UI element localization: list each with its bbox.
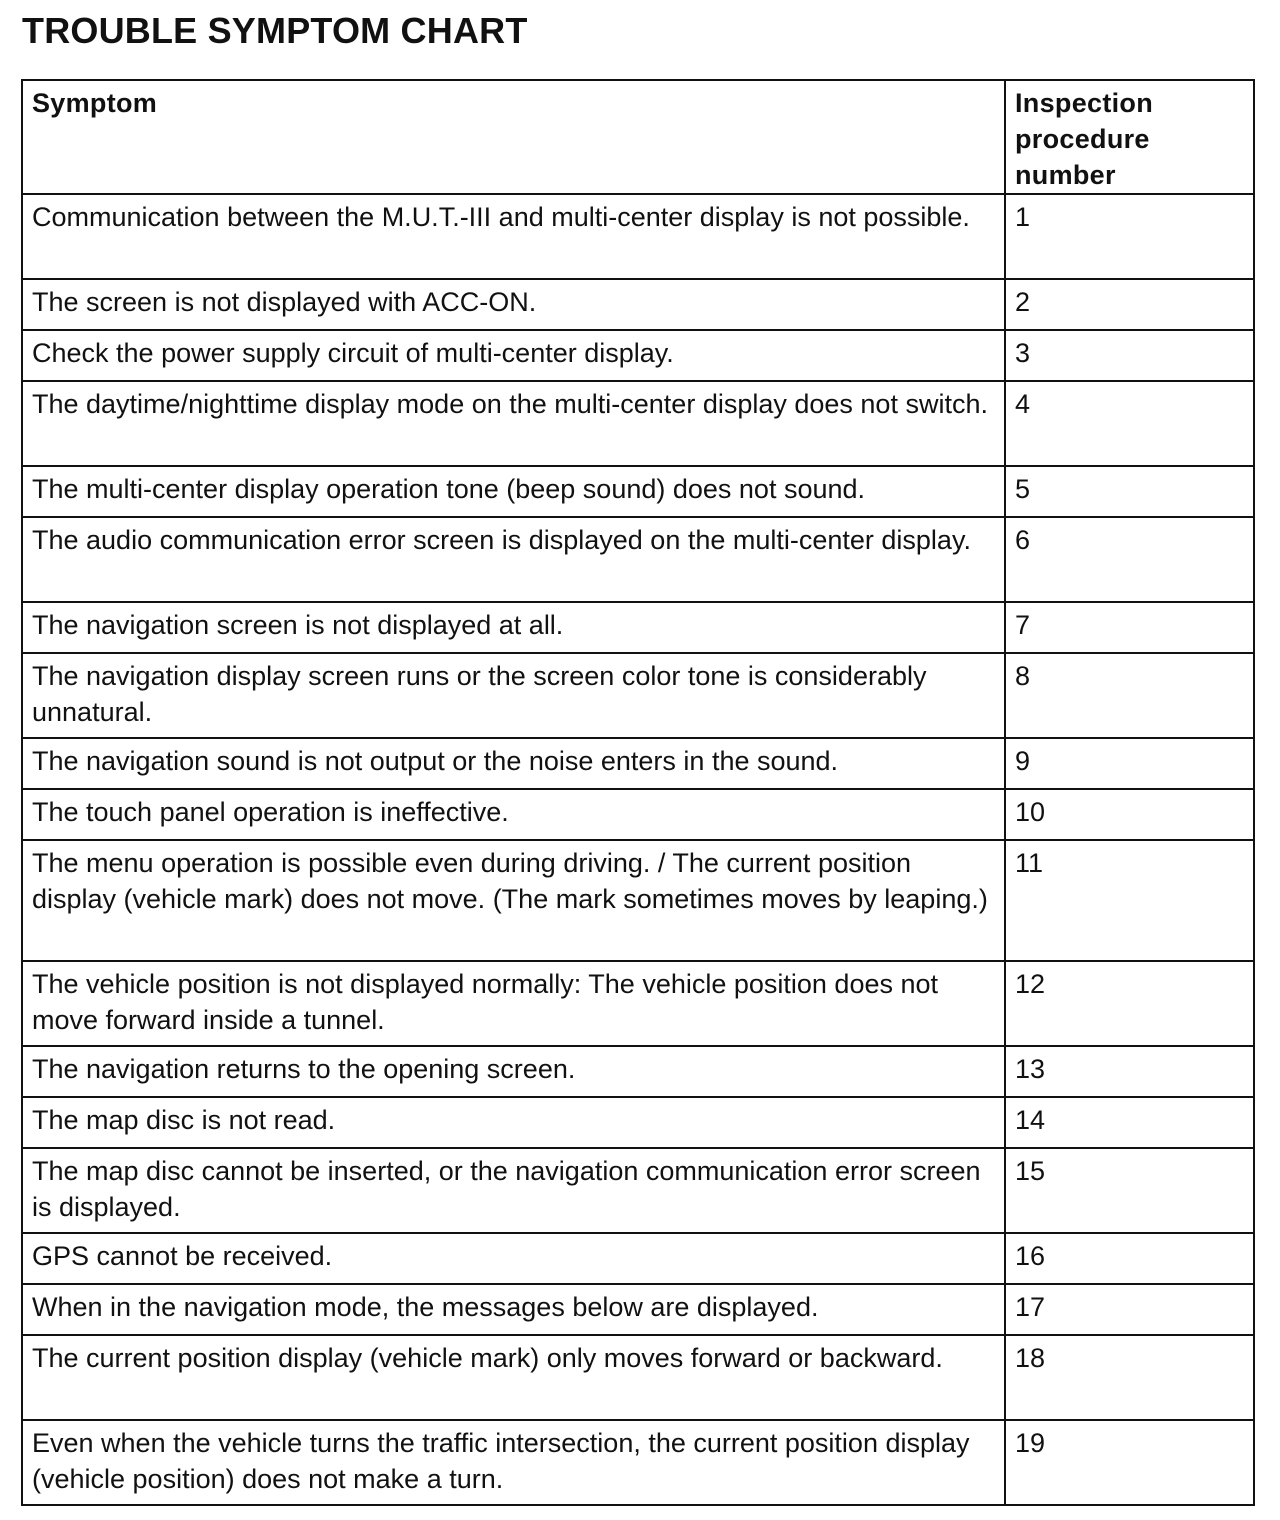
symptom-cell: The navigation display screen runs or the screen color tone is considerably unnatural.: [22, 653, 1005, 738]
table-header-row: [22, 80, 1254, 194]
procedure-number-cell: 15: [1005, 1148, 1254, 1233]
symptom-cell: The audio communication error screen is displayed on the multi-center display.: [22, 517, 1005, 602]
procedure-number-cell: 11: [1005, 840, 1254, 961]
table-row: [22, 789, 1254, 840]
procedure-number-cell: 16: [1005, 1233, 1254, 1284]
procedure-number-cell: 8: [1005, 653, 1254, 738]
symptom-cell: GPS cannot be received.: [22, 1233, 1005, 1284]
table-row: [22, 1097, 1254, 1148]
table-row: [22, 381, 1254, 466]
procedure-number-cell: 4: [1005, 381, 1254, 466]
procedure-number-cell: 18: [1005, 1335, 1254, 1420]
procedure-number-cell: 9: [1005, 738, 1254, 789]
symptom-cell: The map disc cannot be inserted, or the navigation communication error screen is displayed.: [22, 1148, 1005, 1233]
table-row: [22, 840, 1254, 961]
table-row: [22, 738, 1254, 789]
table-row: [22, 1046, 1254, 1097]
table-row: [22, 1420, 1254, 1505]
symptom-cell: The screen is not displayed with ACC-ON.: [22, 279, 1005, 330]
symptom-cell: The vehicle position is not displayed normally: The vehicle position does not move forward inside a tunnel.: [22, 961, 1005, 1046]
symptom-cell: Check the power supply circuit of multi-center display.: [22, 330, 1005, 381]
table-row: [22, 961, 1254, 1046]
procedure-number-cell: 12: [1005, 961, 1254, 1046]
procedure-number-cell: 3: [1005, 330, 1254, 381]
symptom-cell: Communication between the M.U.T.-III and multi-center display is not possible.: [22, 194, 1005, 279]
table-row: [22, 330, 1254, 381]
page-title: TROUBLE SYMPTOM CHART: [22, 10, 528, 51]
symptom-cell: The touch panel operation is ineffective.: [22, 789, 1005, 840]
symptom-cell: The navigation screen is not displayed at all.: [22, 602, 1005, 653]
header-symptom: Symptom: [22, 80, 1005, 194]
table-row: [22, 1284, 1254, 1335]
procedure-number-cell: 2: [1005, 279, 1254, 330]
trouble-symptom-table: [21, 79, 1255, 1506]
procedure-number-cell: 5: [1005, 466, 1254, 517]
procedure-number-cell: 19: [1005, 1420, 1254, 1505]
procedure-number-cell: 10: [1005, 789, 1254, 840]
procedure-number-cell: 7: [1005, 602, 1254, 653]
symptom-cell: The multi-center display operation tone (beep sound) does not sound.: [22, 466, 1005, 517]
symptom-cell: Even when the vehicle turns the traffic intersection, the current position display (vehicle position) does not make a turn.: [22, 1420, 1005, 1505]
symptom-cell: When in the navigation mode, the messages below are displayed.: [22, 1284, 1005, 1335]
procedure-number-cell: 14: [1005, 1097, 1254, 1148]
table-row: [22, 194, 1254, 279]
procedure-number-cell: 1: [1005, 194, 1254, 279]
table-row: [22, 1335, 1254, 1420]
table-row: [22, 1233, 1254, 1284]
procedure-number-cell: 6: [1005, 517, 1254, 602]
procedure-number-cell: 17: [1005, 1284, 1254, 1335]
procedure-number-cell: 13: [1005, 1046, 1254, 1097]
symptom-cell: The current position display (vehicle mark) only moves forward or backward.: [22, 1335, 1005, 1420]
table-row: [22, 517, 1254, 602]
symptom-cell: The navigation sound is not output or the noise enters in the sound.: [22, 738, 1005, 789]
symptom-cell: The daytime/nighttime display mode on the multi-center display does not switch.: [22, 381, 1005, 466]
table-row: [22, 279, 1254, 330]
symptom-cell: The menu operation is possible even during driving. / The current position display (vehicle mark) does not move. (The mark sometimes moves by leaping.): [22, 840, 1005, 961]
table-row: [22, 602, 1254, 653]
table-row: [22, 466, 1254, 517]
symptom-cell: The map disc is not read.: [22, 1097, 1005, 1148]
table-row: [22, 653, 1254, 738]
table-row: [22, 1148, 1254, 1233]
header-inspection-procedure-number: Inspection procedure number: [1005, 80, 1254, 194]
symptom-cell: The navigation returns to the opening screen.: [22, 1046, 1005, 1097]
